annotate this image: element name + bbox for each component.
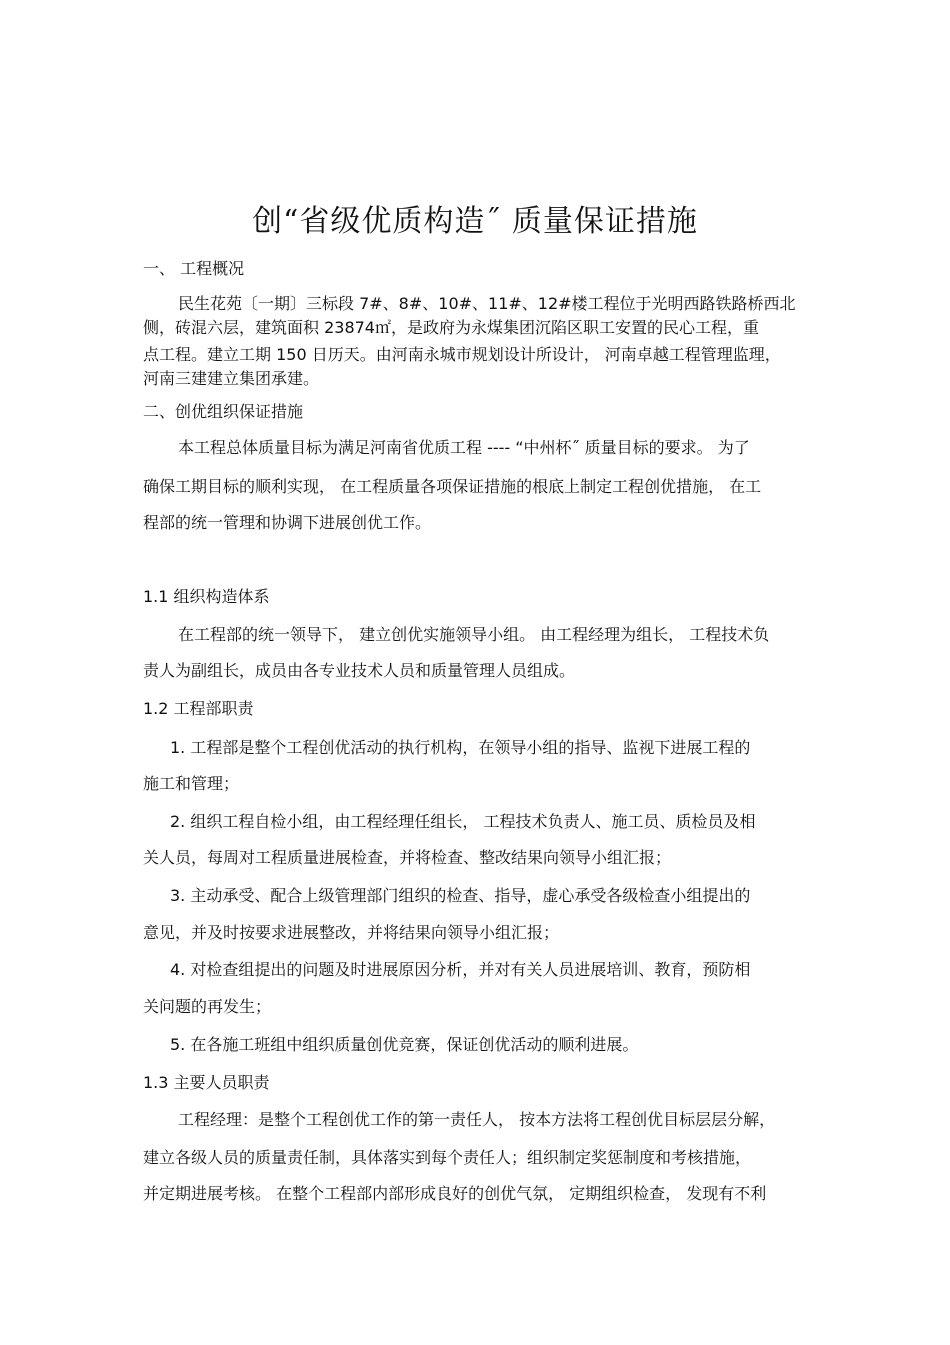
list-item-line: 2. 组织工程自检小组，由工程经理任组长， 工程技术负责人、施工员、质检员及相 [170,812,756,831]
list-item-line: 关人员，每周对工程质量进展检查，并将检查、整改结果向领导小组汇报； [143,848,672,867]
subsection-heading-1-1: 1.1 组织构造体系 [143,587,270,606]
paragraph-line: 责人为副组长，成员由各专业技术人员和质量管理人员组成。 [143,661,576,680]
paragraph-line: 并定期进展考核。 在整个工程部内部形成良好的创优气氛， 定期组织检查， 发现有不利 [143,1184,767,1203]
paragraph-line: 点工程。建立工期 150 日历天。由河南永城市规划设计所设计， 河南卓越工程管理监理， [143,345,781,364]
list-item-line: 5. 在各施工班组中组织质量创优竞赛，保证创优活动的顺利进展。 [170,1035,639,1054]
list-item-line: 4. 对检查组提出的问题及时进展原因分析，并对有关人员进展培训、教育，预防相 [170,960,751,979]
paragraph-line: 民生花苑〔一期〕三标段 7#、8#、10#、11#、12#楼工程位于光明西路铁路桥西北 [178,294,796,313]
list-item-line: 意见，并及时按要求进展整改，并将结果向领导小组汇报； [143,923,560,942]
list-item-line: 施工和管理； [143,774,240,793]
paragraph-line: 在工程部的统一领导下， 建立创优实施领导小组。 由工程经理为组长， 工程技术负 [178,625,770,644]
section-heading-organization: 二、创优组织保证措施 [143,402,304,421]
subsection-heading-1-3: 1.3 主要人员职责 [143,1073,270,1092]
paragraph-line: 河南三建建立集团承建。 [143,369,320,388]
paragraph-line: 确保工期目标的顺利实现， 在工程质量各项保证措施的根底上制定工程创优措施， 在工 [143,477,762,496]
section-heading-overview: 一、 工程概况 [143,259,245,278]
paragraph-line: 程部的统一管理和协调下进展创优工作。 [143,513,432,532]
paragraph-line: 建立各级人员的质量责任制，具体落实到每个责任人；组织制定奖惩制度和考核措施， [143,1148,752,1167]
paragraph-line: 工程经理：是整个工程创优工作的第一责任人， 按本方法将工程创优目标层层分解， [178,1110,776,1129]
list-item-line: 3. 主动承受、配合上级管理部门组织的检查、指导，虚心承受各级检查小组提出的 [170,886,751,905]
list-item-line: 1. 工程部是整个工程创优活动的执行机构，在领导小组的指导、监视下进展工程的 [170,738,751,757]
paragraph-line: 本工程总体质量目标为满足河南省优质工程 ---- “中州杯˝ 质量目标的要求。 为了 [178,438,750,457]
document-title: 创“省级优质构造˝ 质量保证措施 [252,204,698,239]
subsection-heading-1-2: 1.2 工程部职责 [143,699,254,718]
paragraph-line: 侧，砖混六层，建筑面积 23874㎡，是政府为永煤集团沉陷区职工安置的民心工程，重 [143,318,759,337]
list-item-line: 关问题的再发生； [143,997,272,1016]
